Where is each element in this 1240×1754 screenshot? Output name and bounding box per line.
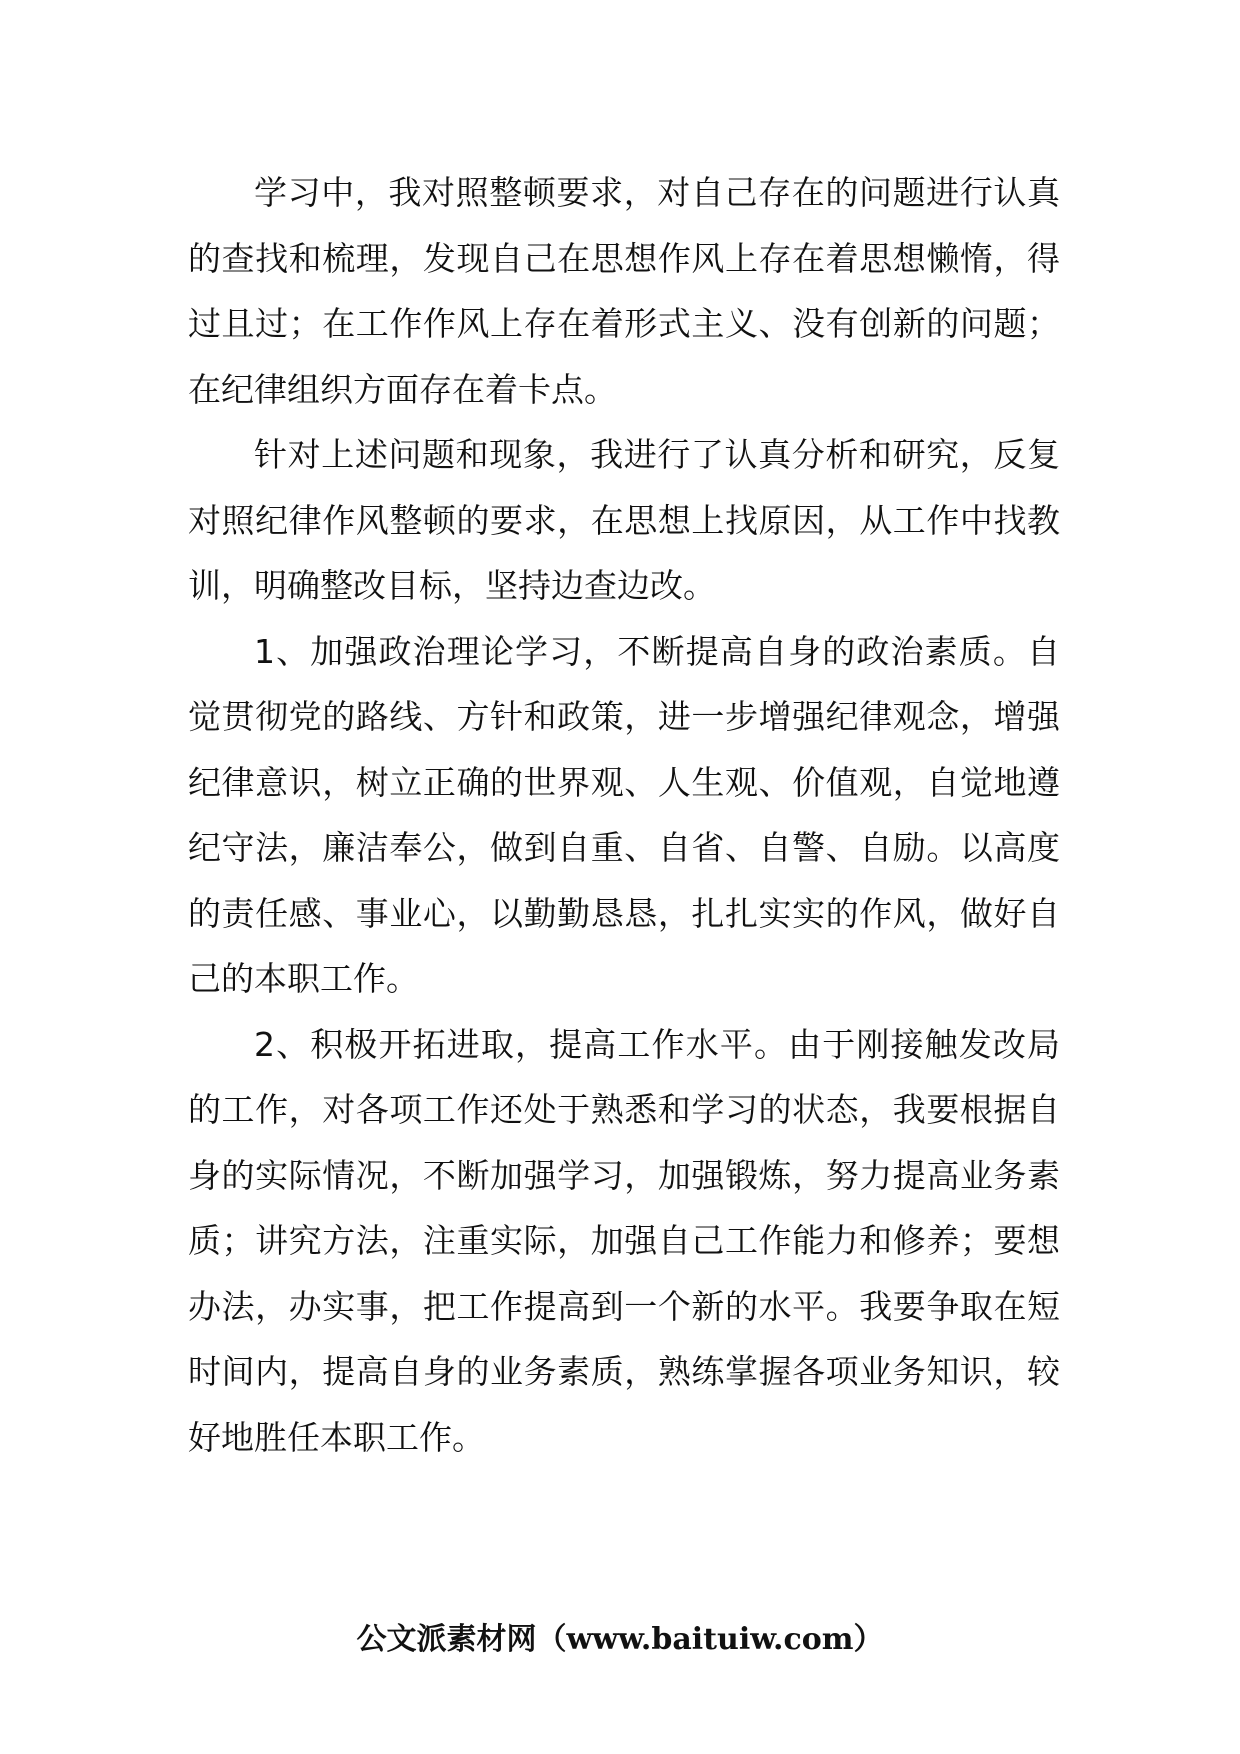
document-body [188, 160, 1060, 1470]
paragraph-item-1-political-study: 1、加强政治理论学习，不断提高自身的政治素质。自觉贯彻党的路线、方针和政策，进一步增强纪律观念，增强纪律意识，树立正确的世界观、人生观、价值观，自觉地遵纪守法，廉洁奉公，做到自重、自省、自警、自励。以高度的责任感、事业心，以勤勤恳恳，扎扎实实的作风，做好自己的本职工作。 [188, 631, 1060, 998]
paragraph-self-review: 学习中，我对照整顿要求，对自己存在的问题进行认真的查找和梳理，发现自己在思想作风上存在着思想懒惰，得过且过；在工作作风上存在着形式主义、没有创新的问题；在纪律组织方面存在着卡点。 [188, 173, 1060, 409]
footer-source-text: 公文派素材网（www.baituiw.com） [356, 1622, 884, 1657]
paragraph-analysis: 针对上述问题和现象，我进行了认真分析和研究，反复对照纪律作风整顿的要求，在思想上找原因，从工作中找教训，明确整改目标，坚持边查边改。 [188, 435, 1060, 605]
paragraph-item-2-work-improvement: 2、积极开拓进取，提高工作水平。由于刚接触发改局的工作，对各项工作还处于熟悉和学习的状态，我要根据自身的实际情况，不断加强学习，加强锻炼，努力提高业务素质；讲究方法，注重实际，加强自己工作能力和修养；要想办法，办实事，把工作提高到一个新的水平。我要争取在短时间内，提高自身的业务素质，熟练掌握各项业务知识，较好地胜任本职工作。 [188, 1024, 1060, 1457]
